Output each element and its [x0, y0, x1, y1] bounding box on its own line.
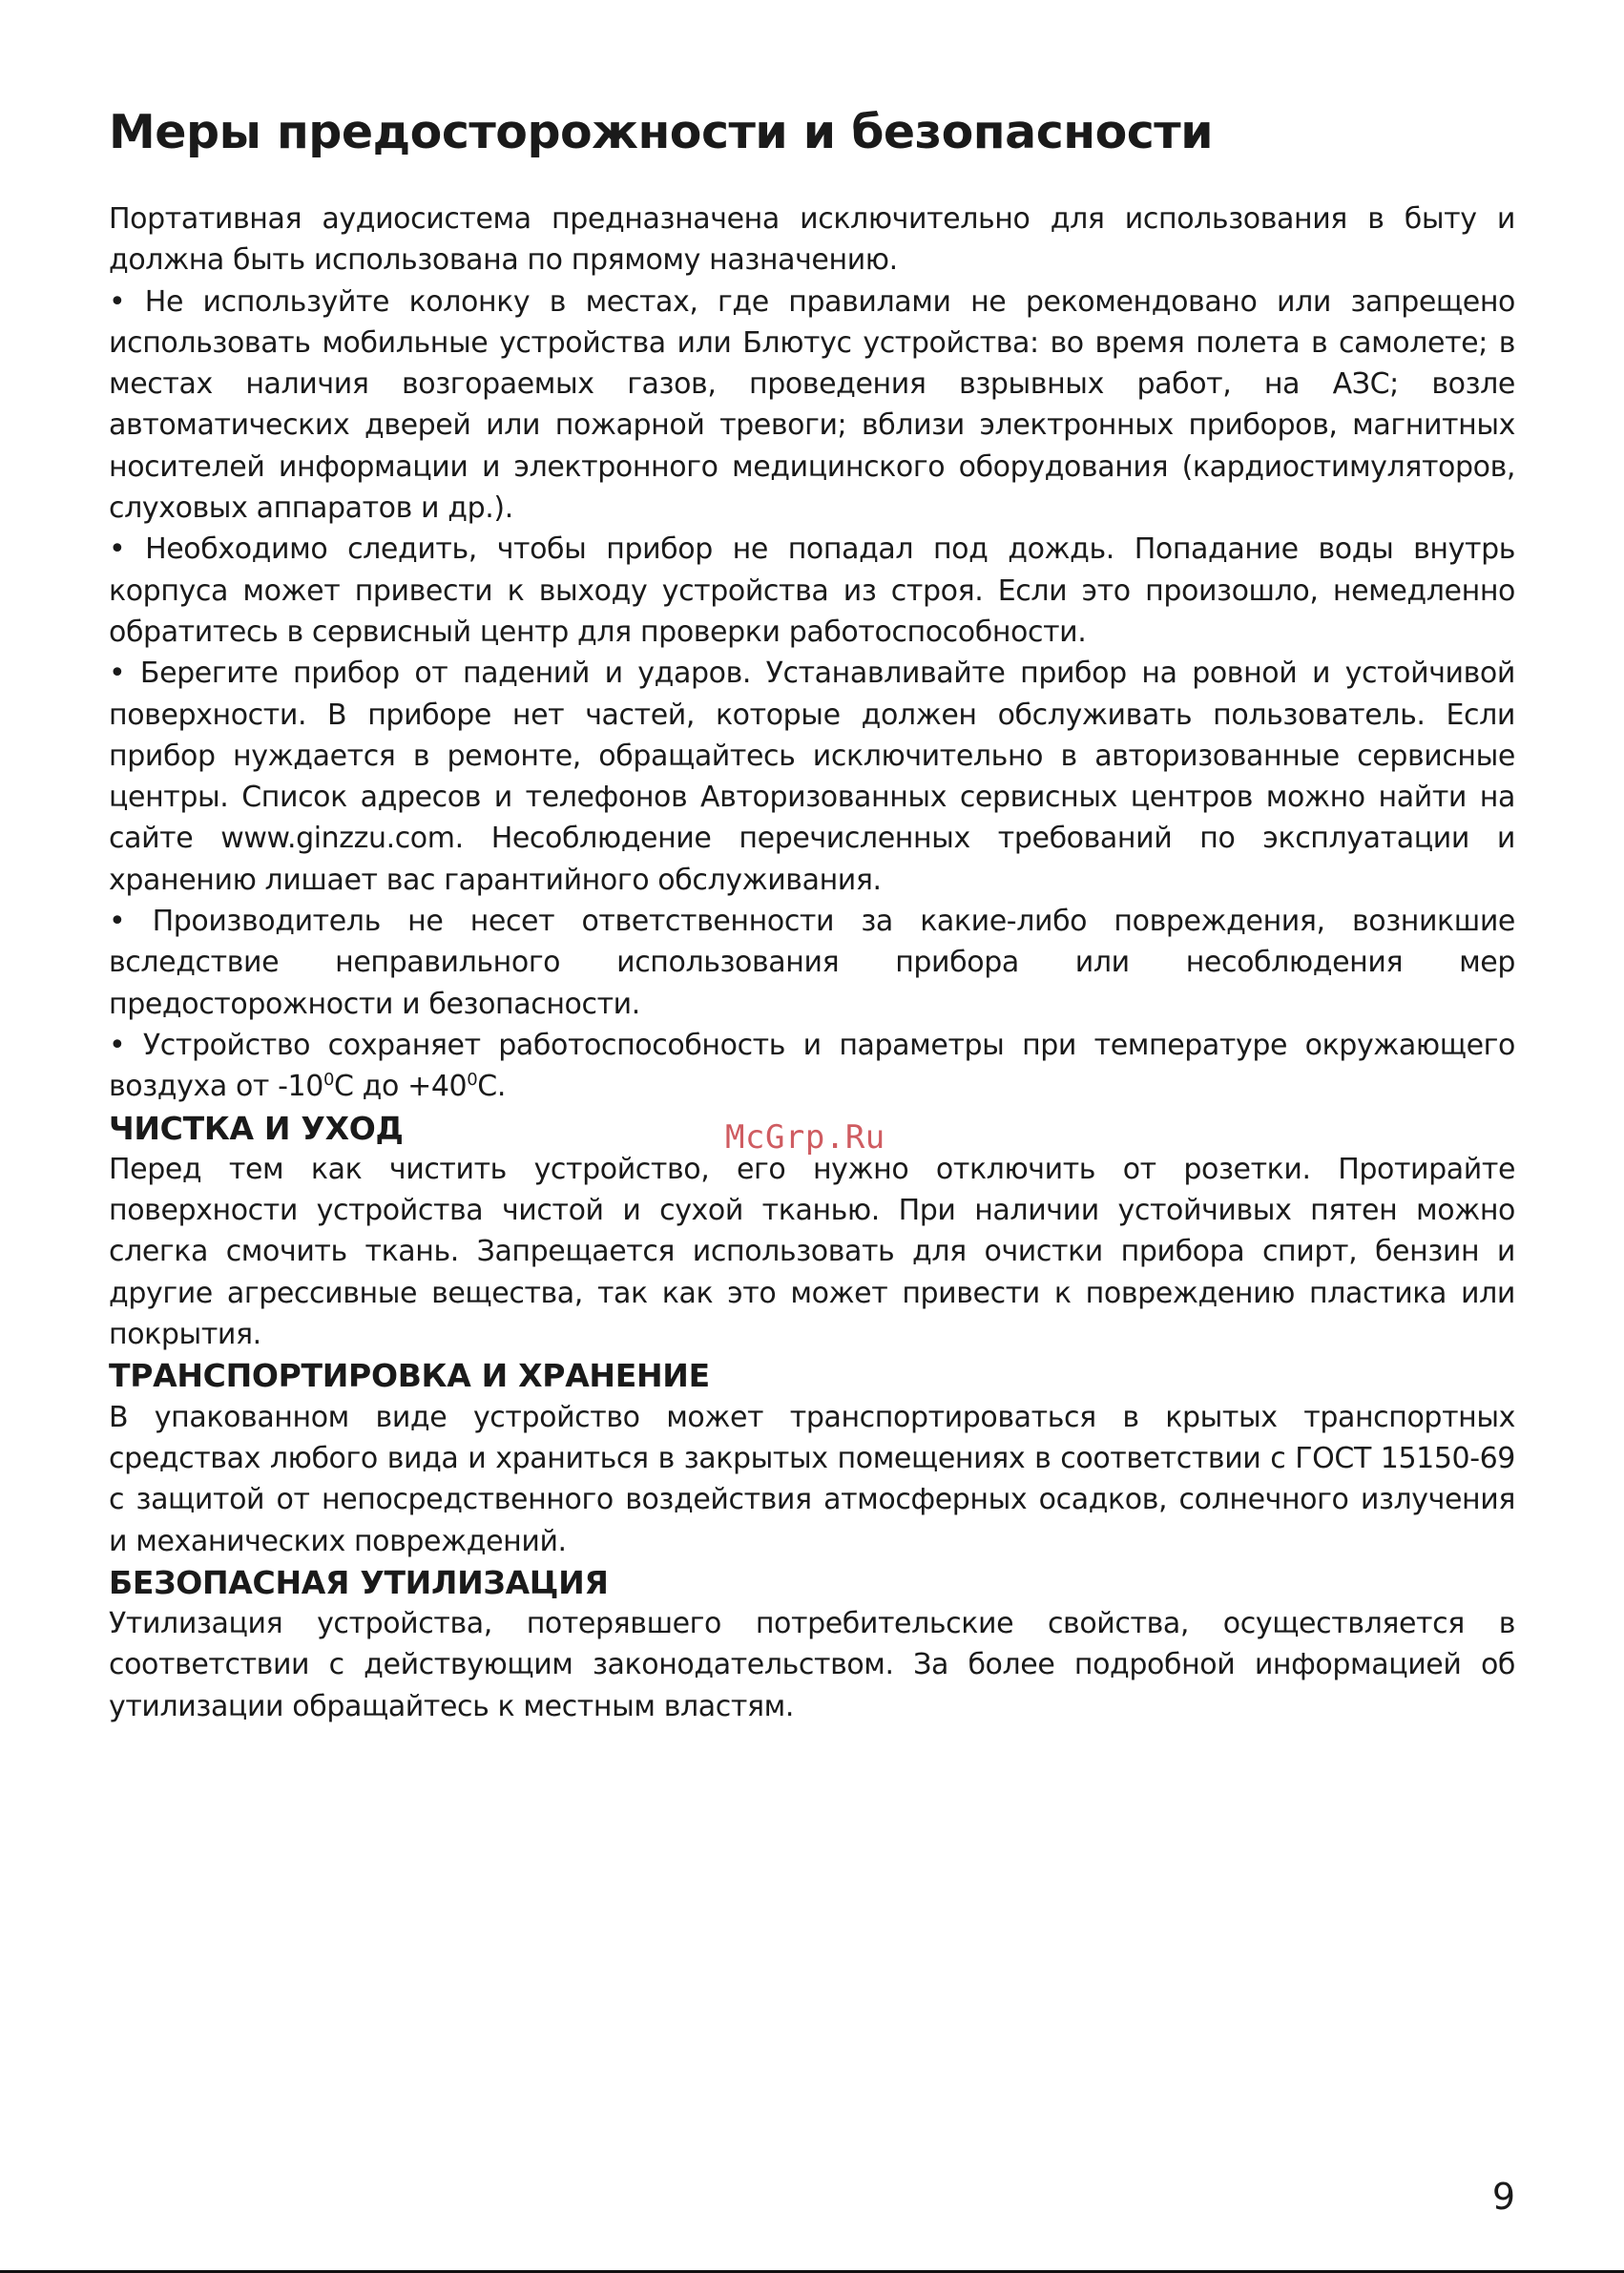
temperature-degree-low: 0 — [323, 1070, 334, 1091]
intro-paragraph: Портативная аудиосистема предназначена исключительно для использования в быту и должна быть использована по прямому назначению. — [109, 202, 1515, 278]
bullet-temperature — [109, 1025, 1515, 1108]
cleaning-heading: ЧИСТКА И УХОД — [109, 1109, 404, 1147]
temperature-middle: С до +40 — [334, 1070, 468, 1104]
transport-paragraph: В упакованном виде устройство может транспортироваться в крытых транспортных средствах любого вида и храниться в закрытых помещениях в соответствии с ГОСТ 15150-69 с защитой от непосредственного воздействия атмосферных осадков, солнечного излучения и механических повреждений. — [109, 1400, 1515, 1558]
disposal-paragraph: Утилизация устройства, потерявшего потребительские свойства, осуществляется в соответствии с действующим законодательством. За более подробной информацией об утилизации обращайтесь к местным властям. — [109, 1607, 1515, 1723]
temperature-degree-high: 0 — [467, 1070, 478, 1091]
document-body — [109, 198, 1515, 1727]
temperature-suffix: С. — [477, 1070, 506, 1104]
page-title: Меры предосторожности и безопасности — [109, 105, 1214, 159]
bullet-rain: • Необходимо следить, чтобы прибор не попадал под дождь. Попадание воды внутрь корпуса может привести к выходу устройства из строя. Если это произошло, немедленно обратитесь в сервисный центр для проверки работоспособности. — [109, 532, 1515, 649]
disposal-heading: БЕЗОПАСНАЯ УТИЛИЗАЦИЯ — [109, 1563, 609, 1601]
temperature-prefix: • Устройство сохраняет работоспособность и параметры при температуре окружающего воздуха от -10 — [109, 1028, 1515, 1104]
bullet-no-phones: • Не используйте колонку в местах, где правилами не рекомендовано или запрещено использовать мобильные устройства или Блютус устройства: во время полета в самолете; в местах наличия возгораемых газов, проведения взрывных работ, на АЗС; возле автоматических дверей или пожарной тревоги; вблизи электронных приборов, магнитных носителей информации и электронного медицинского оборудования (кардиостимуляторов, слуховых аппаратов и др.). — [109, 284, 1515, 526]
page-number: 9 — [1491, 2176, 1515, 2218]
watermark: McGrp.Ru — [725, 1118, 885, 1157]
bullet-liability: • Производитель не несет ответственности за какие-либо повреждения, возникшие вследствие неправильного использования прибора или несоблюдения мер предосторожности и безопасности. — [109, 905, 1515, 1021]
transport-heading: ТРАНСПОРТИРОВКА И ХРАНЕНИЕ — [109, 1357, 710, 1395]
cleaning-paragraph: Перед тем как чистить устройство, его нужно отключить от розетки. Протирайте поверхности устройства чистой и сухой тканью. При наличии устойчивых пятен можно слегка смочить ткань. Запрещается использовать для очистки прибора спирт, бензин и другие агрессивные вещества, так как это может привести к повреждению пластика или покрытия. — [109, 1152, 1515, 1352]
bullet-drops: • Берегите прибор от падений и ударов. Устанавливайте прибор на ровной и устойчивой поверхности. В приборе нет частей, которые должен обслуживать пользователь. Если прибор нуждается в ремонте, обращайтесь исключительно в авторизованные сервисные центры. Список адресов и телефонов Авторизованных сервисных центров можно найти на сайте www.ginzzu.com. Несоблюдение перечисленных требований по эксплуатации и хранению лишает вас гарантийного обслуживания. — [109, 657, 1515, 897]
